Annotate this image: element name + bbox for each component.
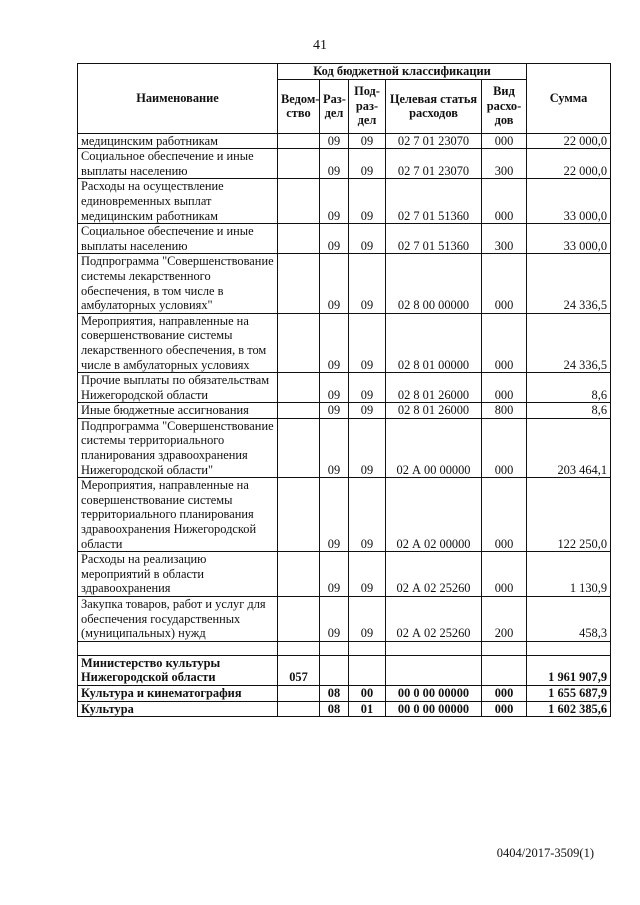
header-code-group: Код бюджетной классификации xyxy=(278,64,527,80)
cell-target-article: 02 7 01 51360 xyxy=(386,179,482,224)
cell-expense-type: 200 xyxy=(482,597,527,642)
table-row xyxy=(78,224,611,254)
cell-expense-type: 000 xyxy=(482,685,527,701)
cell-sum: 8,6 xyxy=(527,403,611,419)
page-number: 41 xyxy=(313,38,327,53)
cell-target-article xyxy=(386,655,482,685)
cell-podrazdel: 09 xyxy=(349,597,386,642)
header-expense-type: Вид расхо-дов xyxy=(482,79,527,133)
cell-target-article: 02 А 00 00000 xyxy=(386,418,482,477)
cell-podrazdel: 09 xyxy=(349,373,386,403)
cell-name: Прочие выплаты по обязательствам Нижегородской области xyxy=(78,373,278,403)
table-row xyxy=(78,133,611,149)
cell-podrazdel: 09 xyxy=(349,179,386,224)
cell-name: Иные бюджетные ассигнования xyxy=(78,403,278,419)
cell-expense-type: 300 xyxy=(482,149,527,179)
cell-name: Подпрограмма "Совершенствование системы лекарственного обеспечения, в том числе в амбулаторных условиях" xyxy=(78,254,278,313)
cell-podrazdel: 09 xyxy=(349,552,386,597)
cell-expense-type: 000 xyxy=(482,254,527,313)
cell-target-article: 02 7 01 23070 xyxy=(386,133,482,149)
cell-vedomstvo xyxy=(278,224,320,254)
cell-vedomstvo xyxy=(278,552,320,597)
cell-target-article: 02 А 02 25260 xyxy=(386,552,482,597)
cell-vedomstvo: 057 xyxy=(278,655,320,685)
header-target-article: Целевая статья расходов xyxy=(386,79,482,133)
table-row xyxy=(78,655,611,685)
cell-vedomstvo xyxy=(278,373,320,403)
table-row xyxy=(78,373,611,403)
header-razdel: Раз-дел xyxy=(320,79,349,133)
cell-vedomstvo xyxy=(278,403,320,419)
cell-sum: 22 000,0 xyxy=(527,133,611,149)
cell-name: Культура xyxy=(78,701,278,717)
cell-expense-type: 000 xyxy=(482,373,527,403)
cell-name: Расходы на осуществление единовременных выплат медицинским работникам xyxy=(78,179,278,224)
cell-sum: 22 000,0 xyxy=(527,149,611,179)
table-row xyxy=(78,403,611,419)
cell-vedomstvo xyxy=(278,641,320,655)
cell-razdel: 09 xyxy=(320,254,349,313)
cell-sum: 122 250,0 xyxy=(527,478,611,552)
cell-expense-type: 800 xyxy=(482,403,527,419)
header-podrazdel: Под-раз-дел xyxy=(349,79,386,133)
cell-target-article: 02 7 01 51360 xyxy=(386,224,482,254)
cell-expense-type: 000 xyxy=(482,133,527,149)
table-row xyxy=(78,641,611,655)
cell-podrazdel: 09 xyxy=(349,403,386,419)
cell-target-article: 00 0 00 00000 xyxy=(386,701,482,717)
cell-sum: 33 000,0 xyxy=(527,224,611,254)
cell-name: Социальное обеспечение и иные выплаты населению xyxy=(78,224,278,254)
cell-name: Культура и кинематография xyxy=(78,685,278,701)
cell-expense-type: 000 xyxy=(482,552,527,597)
cell-expense-type: 300 xyxy=(482,224,527,254)
cell-target-article: 00 0 00 00000 xyxy=(386,685,482,701)
table-row xyxy=(78,313,611,372)
header-sum: Сумма xyxy=(527,64,611,134)
cell-name: медицинским работникам xyxy=(78,133,278,149)
table-row xyxy=(78,418,611,477)
cell-razdel: 08 xyxy=(320,685,349,701)
cell-podrazdel: 09 xyxy=(349,254,386,313)
cell-razdel xyxy=(320,641,349,655)
table-row xyxy=(78,478,611,552)
cell-expense-type xyxy=(482,641,527,655)
cell-sum: 24 336,5 xyxy=(527,254,611,313)
cell-expense-type: 000 xyxy=(482,701,527,717)
cell-podrazdel xyxy=(349,655,386,685)
cell-target-article: 02 8 01 26000 xyxy=(386,403,482,419)
cell-podrazdel: 01 xyxy=(349,701,386,717)
cell-name: Социальное обеспечение и иные выплаты населению xyxy=(78,149,278,179)
cell-razdel: 08 xyxy=(320,701,349,717)
table-row xyxy=(78,701,611,717)
cell-podrazdel: 00 xyxy=(349,685,386,701)
budget-table xyxy=(77,63,611,717)
cell-name: Мероприятия, направленные на совершенствование системы территориального планирования здравоохранения Нижегородской области xyxy=(78,478,278,552)
cell-target-article: 02 А 02 00000 xyxy=(386,478,482,552)
header-name: Наименование xyxy=(78,64,278,134)
cell-vedomstvo xyxy=(278,254,320,313)
cell-expense-type: 000 xyxy=(482,179,527,224)
cell-vedomstvo xyxy=(278,418,320,477)
cell-sum: 1 961 907,9 xyxy=(527,655,611,685)
cell-razdel: 09 xyxy=(320,403,349,419)
header-row-top xyxy=(78,64,611,80)
cell-podrazdel xyxy=(349,641,386,655)
table-row xyxy=(78,597,611,642)
cell-razdel: 09 xyxy=(320,418,349,477)
cell-vedomstvo xyxy=(278,685,320,701)
cell-sum xyxy=(527,641,611,655)
cell-vedomstvo xyxy=(278,597,320,642)
cell-sum: 203 464,1 xyxy=(527,418,611,477)
table-body xyxy=(78,133,611,717)
cell-target-article: 02 8 01 00000 xyxy=(386,313,482,372)
cell-name: Мероприятия, направленные на совершенствование системы лекарственного обеспечения, в том числе в амбулаторных условиях xyxy=(78,313,278,372)
cell-razdel: 09 xyxy=(320,313,349,372)
cell-name: Расходы на реализацию мероприятий в области здравоохранения xyxy=(78,552,278,597)
table-row xyxy=(78,254,611,313)
cell-name: Министерство культуры Нижегородской области xyxy=(78,655,278,685)
table-row xyxy=(78,552,611,597)
cell-name: Закупка товаров, работ и услуг для обеспечения государственных (муниципальных) нужд xyxy=(78,597,278,642)
cell-vedomstvo xyxy=(278,149,320,179)
cell-sum: 24 336,5 xyxy=(527,313,611,372)
cell-vedomstvo xyxy=(278,313,320,372)
cell-podrazdel: 09 xyxy=(349,224,386,254)
cell-sum: 33 000,0 xyxy=(527,179,611,224)
cell-razdel: 09 xyxy=(320,133,349,149)
cell-sum: 458,3 xyxy=(527,597,611,642)
cell-sum: 1 602 385,6 xyxy=(527,701,611,717)
table-row xyxy=(78,179,611,224)
cell-razdel: 09 xyxy=(320,597,349,642)
cell-razdel xyxy=(320,655,349,685)
cell-target-article: 02 7 01 23070 xyxy=(386,149,482,179)
cell-razdel: 09 xyxy=(320,373,349,403)
cell-razdel: 09 xyxy=(320,149,349,179)
header-vedomstvo: Ведом-ство xyxy=(278,79,320,133)
cell-sum: 1 655 687,9 xyxy=(527,685,611,701)
cell-podrazdel: 09 xyxy=(349,418,386,477)
cell-razdel: 09 xyxy=(320,224,349,254)
cell-vedomstvo xyxy=(278,701,320,717)
cell-vedomstvo xyxy=(278,478,320,552)
cell-podrazdel: 09 xyxy=(349,313,386,372)
cell-podrazdel: 09 xyxy=(349,149,386,179)
cell-sum: 1 130,9 xyxy=(527,552,611,597)
cell-target-article: 02 8 01 26000 xyxy=(386,373,482,403)
cell-razdel: 09 xyxy=(320,478,349,552)
cell-vedomstvo xyxy=(278,179,320,224)
cell-expense-type xyxy=(482,655,527,685)
cell-expense-type: 000 xyxy=(482,478,527,552)
cell-razdel: 09 xyxy=(320,179,349,224)
cell-podrazdel: 09 xyxy=(349,478,386,552)
cell-sum: 8,6 xyxy=(527,373,611,403)
table-row xyxy=(78,685,611,701)
table-row xyxy=(78,149,611,179)
document-code: 0404/2017-3509(1) xyxy=(496,846,594,860)
cell-podrazdel: 09 xyxy=(349,133,386,149)
cell-target-article xyxy=(386,641,482,655)
cell-expense-type: 000 xyxy=(482,313,527,372)
cell-target-article: 02 8 00 00000 xyxy=(386,254,482,313)
cell-vedomstvo xyxy=(278,133,320,149)
cell-name xyxy=(78,641,278,655)
cell-target-article: 02 А 02 25260 xyxy=(386,597,482,642)
cell-razdel: 09 xyxy=(320,552,349,597)
cell-expense-type: 000 xyxy=(482,418,527,477)
cell-name: Подпрограмма "Совершенствование системы территориального планирования здравоохранения Нижегородской области" xyxy=(78,418,278,477)
